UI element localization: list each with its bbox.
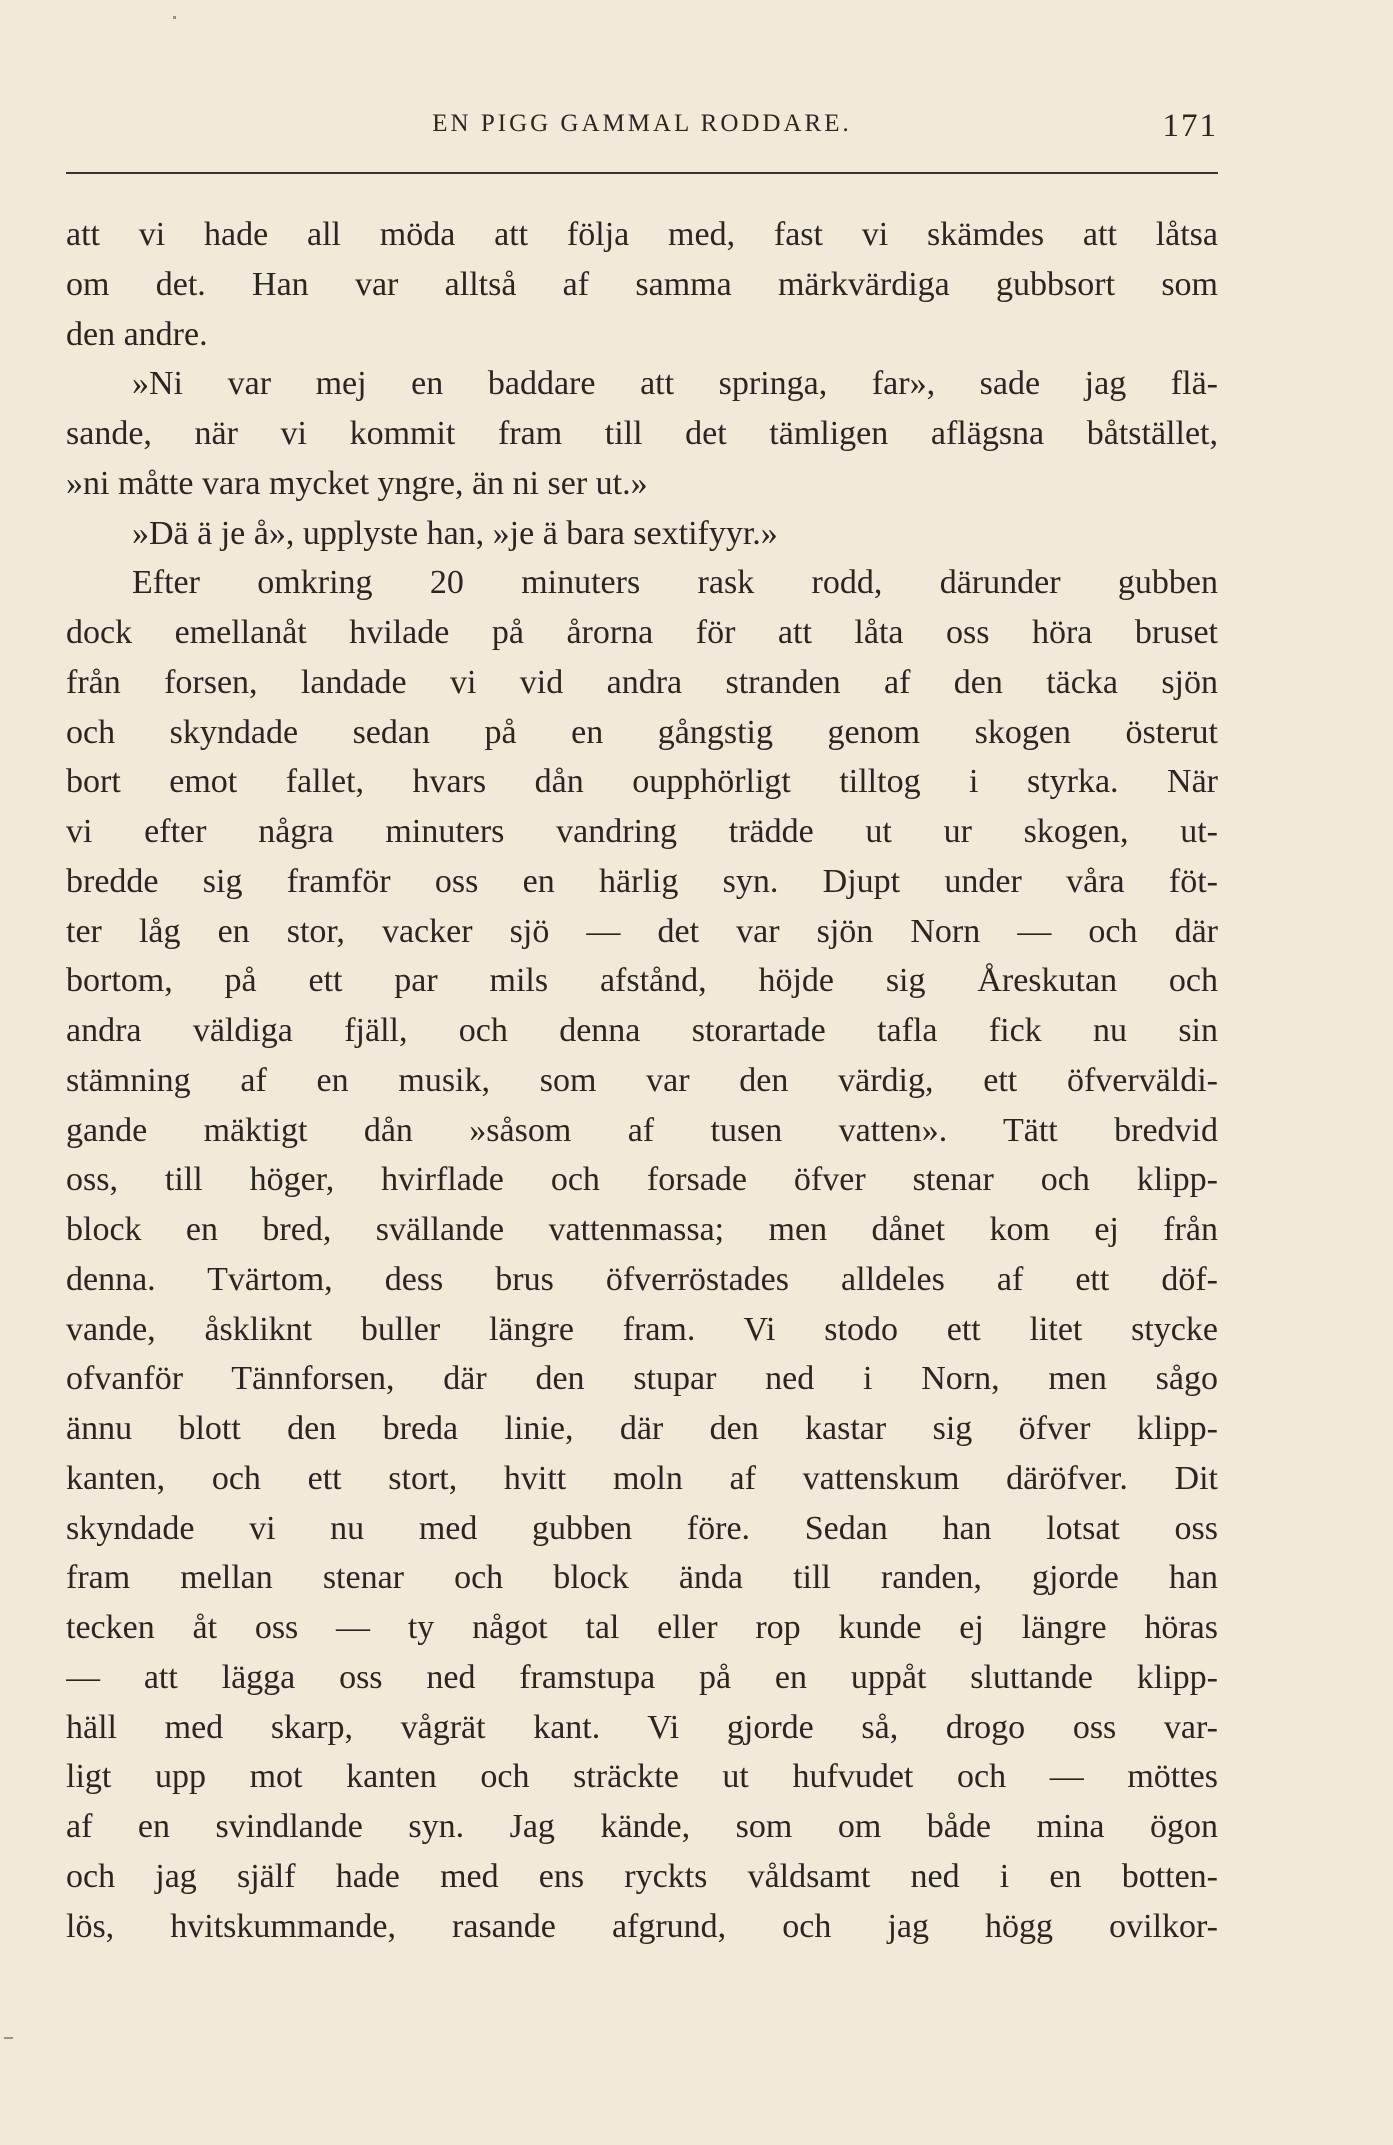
text-line: gande mäktigt dån »såsom af tusen vatten». Tätt bredvid — [66, 1111, 1218, 1149]
running-title: EN PIGG GAMMAL RODDARE. — [432, 110, 852, 137]
text-line: bredde sig framför oss en härlig syn. Djupt under våra föt- — [66, 862, 1218, 900]
margin-mark — [4, 2037, 13, 2039]
running-head — [66, 104, 1218, 144]
body-text — [66, 210, 1218, 1951]
text-line: ännu blott den breda linie, där den kastar sig öfver klipp- — [66, 1410, 1218, 1447]
text-line: häll med skarp, vågrät kant. Vi gjorde så, drogo oss var- — [66, 1708, 1218, 1746]
text-line: — att lägga oss ned framstupa på en uppåt sluttande klipp- — [66, 1658, 1218, 1696]
text-line: den andre. — [66, 315, 208, 353]
text-line: block en bred, svällande vattenmassa; men dånet kom ej från — [66, 1211, 1218, 1248]
text-line: från forsen, landade vi vid andra stranden af den täcka sjön — [66, 663, 1218, 701]
text-line: ofvanför Tännforsen, där den stupar ned i Norn, men sågo — [66, 1360, 1218, 1398]
print-speck — [173, 16, 176, 19]
text-line: vi efter några minuters vandring trädde ut ur skogen, ut- — [66, 813, 1218, 850]
text-line: af en svindlande syn. Jag kände, som om både mina ögon — [66, 1808, 1218, 1845]
text-line: »ni måtte vara mycket yngre, än ni ser ut.» — [66, 464, 648, 502]
text-line: stämning af en musik, som var den värdig, ett öfverväldi- — [66, 1061, 1218, 1099]
text-line: om det. Han var alltså af samma märkvärdiga gubbsort som — [66, 265, 1218, 303]
text-line: tecken åt oss — ty något tal eller rop kunde ej längre höras — [66, 1609, 1218, 1646]
header-rule — [66, 172, 1218, 174]
text-line: fram mellan stenar och block ända till randen, gjorde han — [66, 1559, 1218, 1597]
text-line: vande, åskliknt buller längre fram. Vi stodo ett litet stycke — [66, 1310, 1218, 1348]
text-line: skyndade vi nu med gubben före. Sedan han lotsat oss — [66, 1509, 1218, 1547]
text-line: oss, till höger, hvirflade och forsade öfver stenar och klipp- — [66, 1161, 1218, 1199]
text-line: dock emellanåt hvilade på årorna för att låta oss höra bruset — [66, 614, 1218, 651]
text-line: sande, när vi kommit fram till det tämligen aflägsna båtstället, — [66, 415, 1218, 452]
text-line: att vi hade all möda att följa med, fast vi skämdes att låtsa — [66, 216, 1218, 253]
text-line: andra väldiga fjäll, och denna storartade tafla fick nu sin — [66, 1012, 1218, 1049]
text-line: ter låg en stor, vacker sjö — det var sjön Norn — och där — [66, 912, 1218, 950]
text-line: Efter omkring 20 minuters rask rodd, därunder gubben — [132, 564, 1218, 602]
text-line: och jag själf hade med ens ryckts våldsamt ned i en botten- — [66, 1857, 1218, 1895]
text-line: denna. Tvärtom, dess brus öfverröstades alldeles af ett döf- — [66, 1260, 1218, 1298]
text-line: »Ni var mej en baddare att springa, far», sade jag flä- — [132, 365, 1218, 403]
text-line: och skyndade sedan på en gångstig genom skogen österut — [66, 713, 1218, 751]
text-line: »Dä ä je å», upplyste han, »je ä bara sextifyyr.» — [132, 514, 778, 552]
text-line: ligt upp mot kanten och sträckte ut hufvudet och — möttes — [66, 1758, 1218, 1796]
text-line: kanten, och ett stort, hvitt moln af vattenskum däröfver. Dit — [66, 1459, 1218, 1497]
text-line: lös, hvitskummande, rasande afgrund, och jag högg ovilkor- — [66, 1907, 1218, 1945]
page-number: 171 — [1162, 108, 1218, 144]
text-line: bort emot fallet, hvars dån oupphörligt tilltog i styrka. När — [66, 763, 1218, 801]
text-line: bortom, på ett par mils afstånd, höjde sig Åreskutan och — [66, 962, 1218, 1000]
